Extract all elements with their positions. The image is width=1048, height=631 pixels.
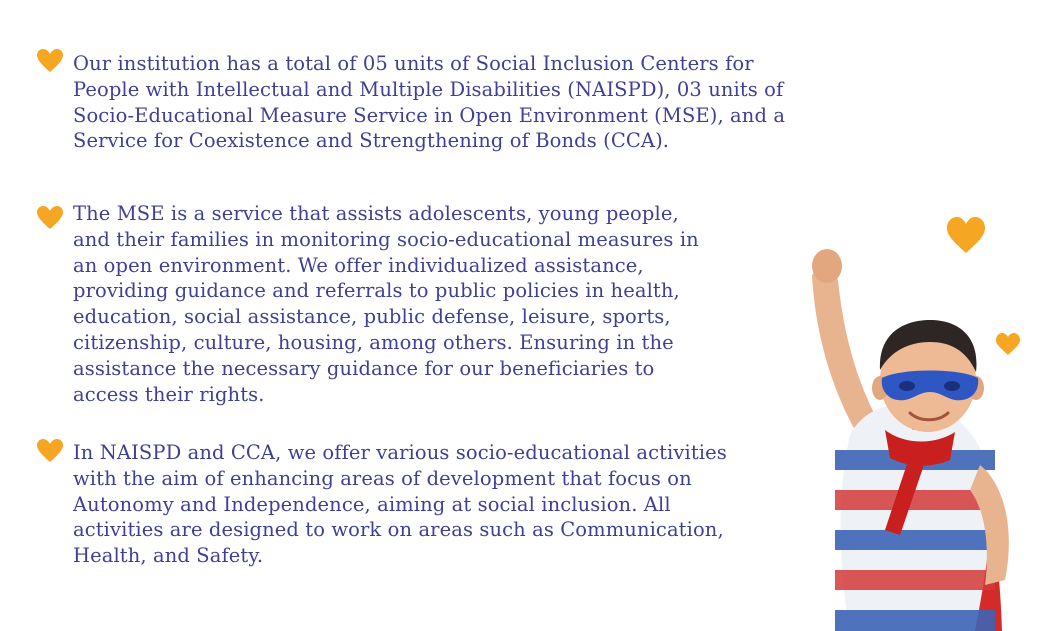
heart-icon — [996, 333, 1020, 355]
paragraph-line: Health, and Safety. — [73, 544, 264, 568]
paragraph-line: an open environment. We offer individualized assistance, — [73, 253, 644, 277]
paragraph-line: Service for Coexistence and Strengthening of Bonds (CCA). — [73, 129, 670, 153]
paragraph-line: People with Intellectual and Multiple Disabilities (NAISPD), 03 units of — [73, 77, 784, 101]
paragraph-line: assistance the necessary guidance for our beneficiaries to — [73, 356, 655, 380]
paragraph-line: activities are designed to work on areas such as Communication, — [73, 518, 724, 542]
paragraph-line: Socio-Educational Measure Service in Open Environment (MSE), and a — [73, 103, 786, 127]
paragraph-naispd-cca — [73, 440, 727, 569]
paragraph-line: education, social assistance, public defense, leisure, sports, — [73, 305, 671, 329]
paragraph-line: In NAISPD and CCA, we offer various socio-educational activities — [73, 441, 727, 464]
heart-icon — [36, 48, 64, 74]
heart-icon — [36, 438, 64, 464]
paragraph-line: and their families in monitoring socio-educational measures in — [73, 227, 699, 251]
superhero-child-illustration — [790, 200, 1048, 631]
paragraph-line: Our institution has a total of 05 units of Social Inclusion Centers for — [73, 52, 754, 75]
paragraph-units — [73, 51, 785, 154]
paragraph-line: Autonomy and Independence, aiming at social inclusion. All — [73, 492, 671, 516]
paragraph-line: with the aim of enhancing areas of development that focus on — [73, 466, 692, 490]
heart-icon — [947, 217, 985, 253]
paragraph-mse — [73, 201, 699, 407]
paragraph-line: access their rights. — [73, 382, 265, 406]
paragraph-line: providing guidance and referrals to public policies in health, — [73, 279, 680, 303]
heart-icon — [36, 205, 64, 231]
paragraph-line: The MSE is a service that assists adolescents, young people, — [73, 202, 679, 225]
paragraph-line: citizenship, culture, housing, among others. Ensuring in the — [73, 330, 674, 354]
